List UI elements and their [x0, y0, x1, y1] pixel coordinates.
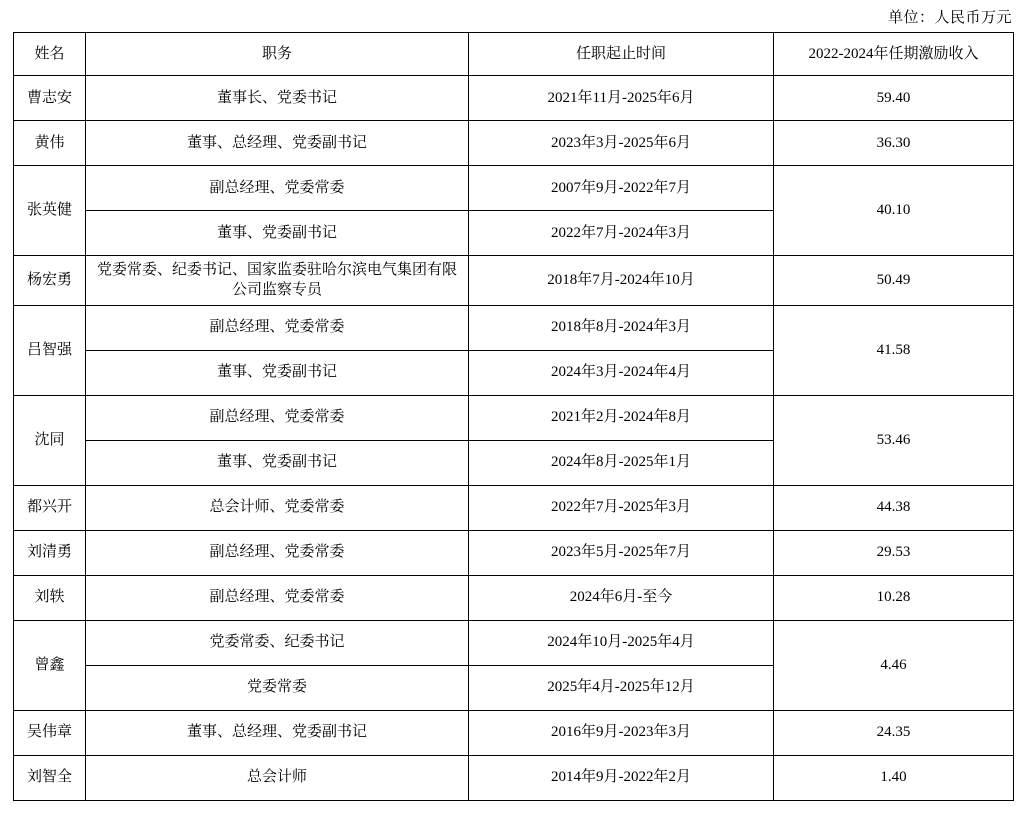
cell-income: 36.30: [774, 121, 1014, 166]
header-cell-name: 姓名: [14, 33, 86, 76]
cell-period: 2022年7月-2025年3月: [469, 485, 774, 530]
header-cell-post: 职务: [86, 33, 469, 76]
cell-period: 2025年4月-2025年12月: [469, 665, 774, 710]
table-row: [14, 530, 1014, 575]
cell-post: 董事、党委副书记: [86, 211, 469, 256]
cell-post: 董事、党委副书记: [86, 350, 469, 395]
cell-period: 2018年7月-2024年10月: [469, 256, 774, 306]
cell-name: 沈同: [14, 395, 86, 485]
cell-name: 刘智全: [14, 755, 86, 800]
cell-income: 10.28: [774, 575, 1014, 620]
table-row: [14, 395, 1014, 440]
cell-income: 4.46: [774, 620, 1014, 710]
cell-income: 40.10: [774, 166, 1014, 256]
cell-period: 2007年9月-2022年7月: [469, 166, 774, 211]
table-row: [14, 710, 1014, 755]
cell-income: 44.38: [774, 485, 1014, 530]
table-header: [14, 33, 1014, 76]
cell-post: 董事长、党委书记: [86, 76, 469, 121]
cell-post: 党委常委: [86, 665, 469, 710]
cell-name: 黄伟: [14, 121, 86, 166]
cell-income: 53.46: [774, 395, 1014, 485]
cell-period: 2022年7月-2024年3月: [469, 211, 774, 256]
table-row: [14, 575, 1014, 620]
compensation-table: [13, 32, 1014, 801]
cell-post: 副总经理、党委常委: [86, 395, 469, 440]
cell-name: 吴伟章: [14, 710, 86, 755]
table-header-row: [14, 33, 1014, 76]
cell-post: 董事、总经理、党委副书记: [86, 710, 469, 755]
table-row: [14, 256, 1014, 306]
cell-post: 总会计师: [86, 755, 469, 800]
cell-income: 59.40: [774, 76, 1014, 121]
cell-post: 党委常委、纪委书记、国家监委驻哈尔滨电气集团有限公司监察专员: [86, 256, 469, 306]
cell-period: 2016年9月-2023年3月: [469, 710, 774, 755]
header-cell-income: 2022-2024年任期激励收入: [774, 33, 1014, 76]
cell-period: 2024年3月-2024年4月: [469, 350, 774, 395]
cell-name: 曹志安: [14, 76, 86, 121]
cell-post: 董事、总经理、党委副书记: [86, 121, 469, 166]
cell-post: 总会计师、党委常委: [86, 485, 469, 530]
cell-name: 杨宏勇: [14, 256, 86, 306]
cell-period: 2014年9月-2022年2月: [469, 755, 774, 800]
table-row: [14, 620, 1014, 665]
cell-period: 2018年8月-2024年3月: [469, 305, 774, 350]
cell-name: 吕智强: [14, 305, 86, 395]
table-row: [14, 121, 1014, 166]
cell-period: 2023年5月-2025年7月: [469, 530, 774, 575]
cell-period: 2023年3月-2025年6月: [469, 121, 774, 166]
cell-name: 都兴开: [14, 485, 86, 530]
cell-name: 张英健: [14, 166, 86, 256]
cell-post: 副总经理、党委常委: [86, 530, 469, 575]
cell-name: 刘轶: [14, 575, 86, 620]
cell-income: 29.53: [774, 530, 1014, 575]
cell-post: 副总经理、党委常委: [86, 575, 469, 620]
cell-post: 董事、党委副书记: [86, 440, 469, 485]
header-cell-period: 任职起止时间: [469, 33, 774, 76]
cell-period: 2024年10月-2025年4月: [469, 620, 774, 665]
cell-income: 24.35: [774, 710, 1014, 755]
table-row: [14, 305, 1014, 350]
cell-period: 2021年2月-2024年8月: [469, 395, 774, 440]
cell-name: 刘清勇: [14, 530, 86, 575]
cell-post: 副总经理、党委常委: [86, 305, 469, 350]
table-row: [14, 166, 1014, 211]
cell-income: 50.49: [774, 256, 1014, 306]
cell-period: 2024年8月-2025年1月: [469, 440, 774, 485]
unit-note: 单位：人民币万元: [887, 10, 1012, 26]
cell-period: 2024年6月-至今: [469, 575, 774, 620]
cell-post: 副总经理、党委常委: [86, 166, 469, 211]
table-row: [14, 755, 1014, 800]
cell-income: 41.58: [774, 305, 1014, 395]
table-row: [14, 485, 1014, 530]
cell-income: 1.40: [774, 755, 1014, 800]
table-row: [14, 76, 1014, 121]
table-body: [14, 76, 1014, 801]
cell-post: 党委常委、纪委书记: [86, 620, 469, 665]
cell-period: 2021年11月-2025年6月: [469, 76, 774, 121]
cell-name: 曾鑫: [14, 620, 86, 710]
